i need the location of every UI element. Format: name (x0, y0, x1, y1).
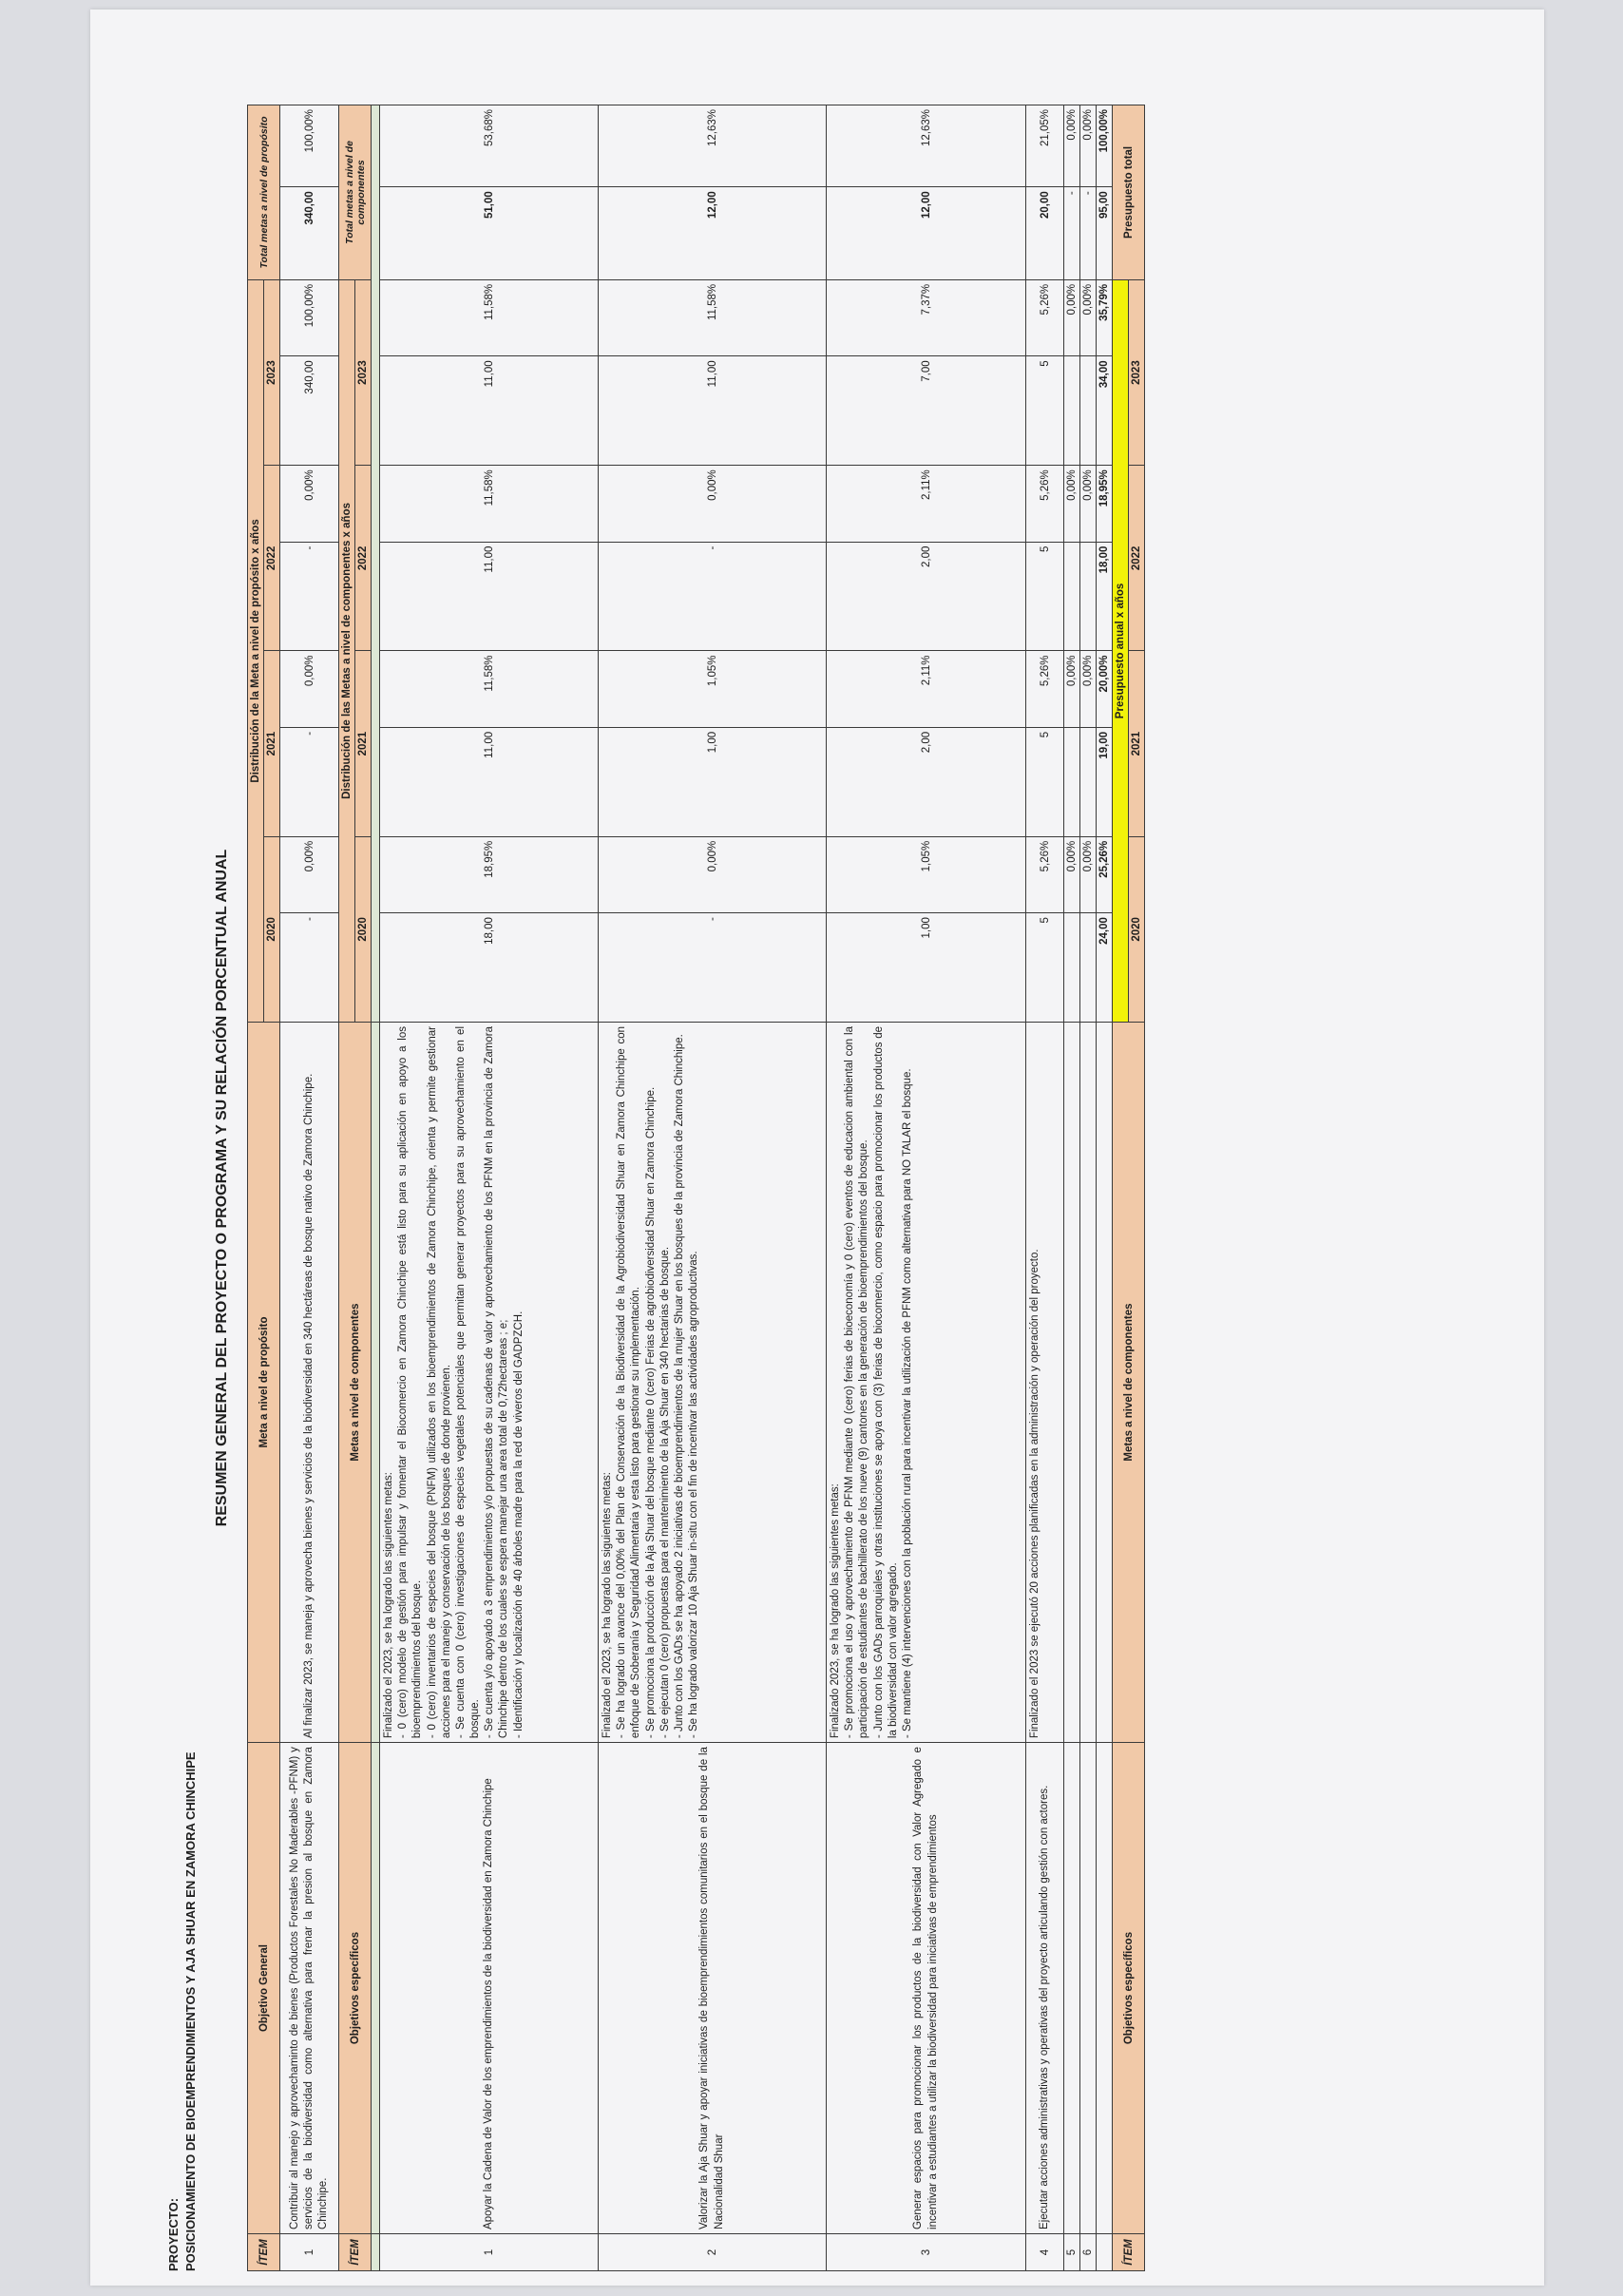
header-item: ÍTEM (248, 2233, 280, 2270)
component-objetivo: Apoyar la Cadena de Valor de los emprendimientos de la biodiversidad en Zamora Chinchipe (380, 1743, 599, 2234)
component-pct: 11,58% (380, 466, 599, 542)
header-year-2022: 2022 (264, 466, 280, 651)
meta-line: - Se mantiene (4) intervenciones con la población rural para incentivar la utilización de PFNM como alternativa para NO TALAR el bosque. (901, 1068, 913, 1739)
proposito-pct: 0,00% (280, 651, 339, 727)
component-pct: 0,00% (1064, 836, 1080, 912)
component-objetivo (1080, 1743, 1097, 2234)
proposito-total-pct: 100,00% (280, 105, 339, 187)
component-pct: 5,26% (1026, 836, 1064, 912)
component-item: 1 (380, 2233, 599, 2270)
component-pct: 0,00% (1080, 651, 1097, 727)
header-year-2023: 2023 (355, 279, 372, 465)
component-value: 1,00 (599, 727, 827, 836)
component-value (1064, 356, 1080, 466)
component-value: 5 (1026, 913, 1064, 1023)
component-pct: 5,26% (1026, 279, 1064, 356)
component-value (1080, 542, 1097, 651)
component-value: 2,00 (827, 542, 1026, 651)
proposito-objetivo: Contribuir al manejo y aprovechaminto de bienes (Productos Forestales No Maderables -PFNM) y servicios de la biodiversidad como alternativa para frenar la presion al bosque en Zamora Chinchipe. (280, 1743, 339, 2234)
proposito-pct: 0,00% (280, 466, 339, 542)
header-year-2021: 2021 (264, 651, 280, 836)
scanned-page (90, 10, 1544, 2286)
component-pct: 11,58% (599, 279, 827, 356)
document-title: RESUMEN GENERAL DEL PROYECTO O PROGRAMA Y SU RELACIÓN PORCENTUAL ANUAL (214, 849, 230, 1527)
component-total-pct: 0,00% (1064, 105, 1080, 187)
footer-metas: Metas a nivel de componentes (1113, 1022, 1145, 1742)
header-year-2023: 2023 (264, 279, 280, 465)
component-meta (1080, 1022, 1097, 1742)
component-value: 11,00 (380, 356, 599, 466)
component-value (1080, 727, 1097, 836)
component-objetivo (1064, 1743, 1080, 2234)
total-value: 34,00 (1097, 356, 1113, 466)
proposito-value: - (280, 727, 339, 836)
proposito-pct: 0,00% (280, 836, 339, 912)
component-pct: 5,26% (1026, 651, 1064, 727)
component-pct: 1,05% (599, 651, 827, 727)
component-value: 5 (1026, 727, 1064, 836)
component-pct: 0,00% (1080, 466, 1097, 542)
component-objetivo: Valorizar la Aja Shuar y apoyar iniciativas de bioemprendimientos comunitarios en el bosque de la Nacionalidad Shuar (599, 1743, 827, 2234)
component-pct: 7,37% (827, 279, 1026, 356)
component-objetivo: Generar espacios para promocionar los productos de la biodiversidad con Valor Agregado e incentivar a estudiantes a utilizar la biodiversidad para iniciativas de emprendimientos (827, 1743, 1026, 2234)
component-pct: 0,00% (1080, 836, 1097, 912)
header-item: ÍTEM (339, 2233, 372, 2270)
meta-line: - Identificación y localización de 40 árboles madre para la red de viveros del GADPZCH. (512, 1311, 525, 1739)
meta-line: - 0 (cero) inventarios de especies del bosque (PNFM) utilizados en los bioemprendimientos de Zamora Chinchipe, orienta y permite gestionar acciones para el manejo y conservación de los bosques de donde provienen. (426, 1025, 452, 1739)
component-pct: 11,58% (380, 279, 599, 356)
total-pct: 35,79% (1097, 279, 1113, 356)
component-value: 11,00 (599, 356, 827, 466)
component-value (1064, 542, 1080, 651)
footer-year-2023: 2023 (1129, 279, 1145, 465)
component-value: 1,00 (827, 913, 1026, 1023)
rotated-document (147, 105, 1459, 2271)
component-item: 4 (1026, 2233, 1064, 2270)
proposito-value: - (280, 542, 339, 651)
component-total: 51,00 (380, 187, 599, 280)
header-distribucion-componentes: Distribución de las Metas a nivel de componentes x años (339, 279, 355, 1022)
total-pct: 25,26% (1097, 836, 1113, 912)
meta-line: - Se ha logrado un avance del 0,00% del Plan de Conservación de la Biodiversidad de la Agrobiodiversidad Shuar en Zamora Chinchipe con enfoque de Soberanía y Seguridad Alimentaria y esta listo para gestionar su implementación. (616, 1025, 642, 1739)
component-meta: Finalizado el 2023 se ejecutó 20 acciones planificadas en la administración y operación del proyecto. (1026, 1022, 1064, 1742)
meta-line: Finalizado 2023, se ha logrado las siguientes metas: (830, 1483, 841, 1739)
component-pct: 5,26% (1026, 466, 1064, 542)
meta-line: - Se ha logrado valorizar 10 Aja Shuar in-situ con el fin de incentivar las actividades agroproductivas. (688, 1251, 700, 1739)
component-total: 12,00 (599, 187, 827, 280)
component-meta (827, 1022, 1026, 1742)
summary-table (247, 105, 1145, 2271)
component-value (1080, 356, 1097, 466)
component-value (1064, 727, 1080, 836)
header-total-proposito: Total metas a nivel de propósito (248, 105, 280, 280)
component-value: 11,00 (380, 727, 599, 836)
project-label: PROYECTO: (166, 2197, 181, 2271)
component-pct: 2,11% (827, 466, 1026, 542)
meta-line: - Junto con los GADs se ha apoyado 2 iniciativas de bioemprendimientos de la mujer Shuar en los bosques de la provincia de Zamora Chinchipe. (673, 1034, 685, 1739)
meta-line: - Se ejecutan 0 (cero) propuestas para el mantenimiento de la Aja Shuar en 340 hectarias de bosque. (659, 1246, 671, 1739)
proposito-value: - (280, 913, 339, 1023)
proposito-pct: 100,00% (280, 279, 339, 356)
header-year-2021: 2021 (355, 651, 372, 836)
component-total-pct: 21,05% (1026, 105, 1064, 187)
component-pct: 11,58% (380, 651, 599, 727)
component-meta (1064, 1022, 1080, 1742)
component-pct: 0,00% (599, 466, 827, 542)
footer-year-2022: 2022 (1129, 466, 1145, 651)
component-value: - (599, 542, 827, 651)
component-objetivo: Ejecutar acciones administrativas y operativas del proyecto articulando gestión con actores. (1026, 1743, 1064, 2234)
component-value (1064, 913, 1080, 1023)
proposito-item: 1 (280, 2233, 339, 2270)
footer-objetivos: Objetivos específicos (1113, 1743, 1145, 2234)
component-value: 18,00 (380, 913, 599, 1023)
proposito-meta: Al finalizar 2023, se maneja y aprovecha bienes y servicios de la biodiversidad en 340 hectáreas de bosque nativo de Zamora Chinchipe. (280, 1022, 339, 1742)
header-year-2020: 2020 (355, 836, 372, 1022)
component-value (1080, 913, 1097, 1023)
meta-line: Finalizado el 2023, se ha logrado las siguientes metas: (601, 1472, 613, 1739)
component-pct: 2,11% (827, 651, 1026, 727)
component-value: 5 (1026, 542, 1064, 651)
proposito-total: 340,00 (280, 187, 339, 280)
total-value: 24,00 (1097, 913, 1113, 1023)
component-total-pct: 0,00% (1080, 105, 1097, 187)
total-pct: 20,00% (1097, 651, 1113, 727)
total-pct: 18,95% (1097, 466, 1113, 542)
grand-total-pct: 100,00% (1097, 105, 1113, 187)
header-metas-componentes: Metas a nivel de componentes (339, 1022, 372, 1742)
meta-line: - Se cuenta y/o apoyado a 3 emprendimientos y/o propuestas de su cadenas de valor y aprovechamiento de los PFNM en la provincia de Zamora Chinchipe dentro de los cuales se espera manejar una area total de 0,72hectareas ; e; (484, 1025, 510, 1739)
component-total: - (1064, 187, 1080, 280)
footer-presupuesto-anual: Presupuesto anual x años (1113, 279, 1129, 1022)
component-total-pct: 12,63% (827, 105, 1026, 187)
footer-presupuesto-total: Presupuesto total (1113, 105, 1145, 280)
component-value: 2,00 (827, 727, 1026, 836)
header-year-2022: 2022 (355, 466, 372, 651)
component-item: 6 (1080, 2233, 1097, 2270)
component-pct: 0,00% (1080, 279, 1097, 356)
header-meta-proposito: Meta a nivel de propósito (248, 1022, 280, 1742)
component-total-pct: 53,68% (380, 105, 599, 187)
meta-line: - 0 (cero) modelo de gestión para impulsar y fomentar el Biocomercio en Zamora Chinchipe está listo para su aplicación en apoyo a los bioemprendimientos del bosque. (397, 1025, 424, 1739)
component-meta (380, 1022, 599, 1742)
component-item: 2 (599, 2233, 827, 2270)
component-value: - (599, 913, 827, 1023)
meta-line: - Se promociona el uso y aprovechamiento de PFNM mediante 0 (cero) ferias de bioeconomía y 0 (cero) eventos de educacion ambiental con la participación de estudiantes de bachillerato de los nueve (9) cantones en la generación de bioemprendimientos del bosque. (844, 1025, 870, 1739)
component-total: 12,00 (827, 187, 1026, 280)
footer-year-2020: 2020 (1129, 836, 1145, 1022)
proposito-value: 340,00 (280, 356, 339, 466)
header-distribucion-proposito: Distribución de la Meta a nivel de propósito x años (248, 279, 264, 1022)
meta-line: - Se promociona la producción de la Aja Shuar del bosque mediante 0 (cero) Ferias de agrobiodiversidad Shuar en Zamora Chinchipe. (644, 1086, 657, 1739)
meta-line: - Se cuenta con 0 (cero) investigaciones de especies vegetales potenciales que permitan generar proyectos para su aprovechamiento en el bosque. (454, 1025, 482, 1739)
component-value: 11,00 (380, 542, 599, 651)
header-total-componentes: Total metas a nivel de componentes (339, 105, 372, 280)
component-pct: 1,05% (827, 836, 1026, 912)
component-meta (599, 1022, 827, 1742)
meta-line: Finalizado el 2023, se ha logrado las siguientes metas: (383, 1472, 394, 1739)
project-name: POSICIONAMIENTO DE BIOEMPRENDIMIENTOS Y AJA SHUAR EN ZAMORA CHINCHIPE (183, 1751, 198, 2271)
header-year-2020: 2020 (264, 836, 280, 1022)
component-total: 20,00 (1026, 187, 1064, 280)
footer-year-2021: 2021 (1129, 651, 1145, 836)
grand-total: 95,00 (1097, 187, 1113, 280)
component-item: 5 (1064, 2233, 1080, 2270)
component-item: 3 (827, 2233, 1026, 2270)
component-pct: 0,00% (599, 836, 827, 912)
component-pct: 18,95% (380, 836, 599, 912)
header-objetivo-general: Objetivo General (248, 1743, 280, 2234)
footer-item: ÍTEM (1113, 2233, 1145, 2270)
component-total: - (1080, 187, 1097, 280)
component-value: 5 (1026, 356, 1064, 466)
component-pct: 0,00% (1064, 279, 1080, 356)
component-value: 7,00 (827, 356, 1026, 466)
total-value: 18,00 (1097, 542, 1113, 651)
header-objetivos-especificos: Objetivos específicos (339, 1743, 372, 2234)
component-pct: 0,00% (1064, 466, 1080, 542)
meta-line: - Junto con los GADs parroquiales y otras instituciones se apoya con (3) ferias de biocomercio, como espacio para promocionar los productos de la biodiversidad con valor agregado. (872, 1025, 899, 1739)
component-pct: 0,00% (1064, 651, 1080, 727)
total-value: 19,00 (1097, 727, 1113, 836)
component-total-pct: 12,63% (599, 105, 827, 187)
